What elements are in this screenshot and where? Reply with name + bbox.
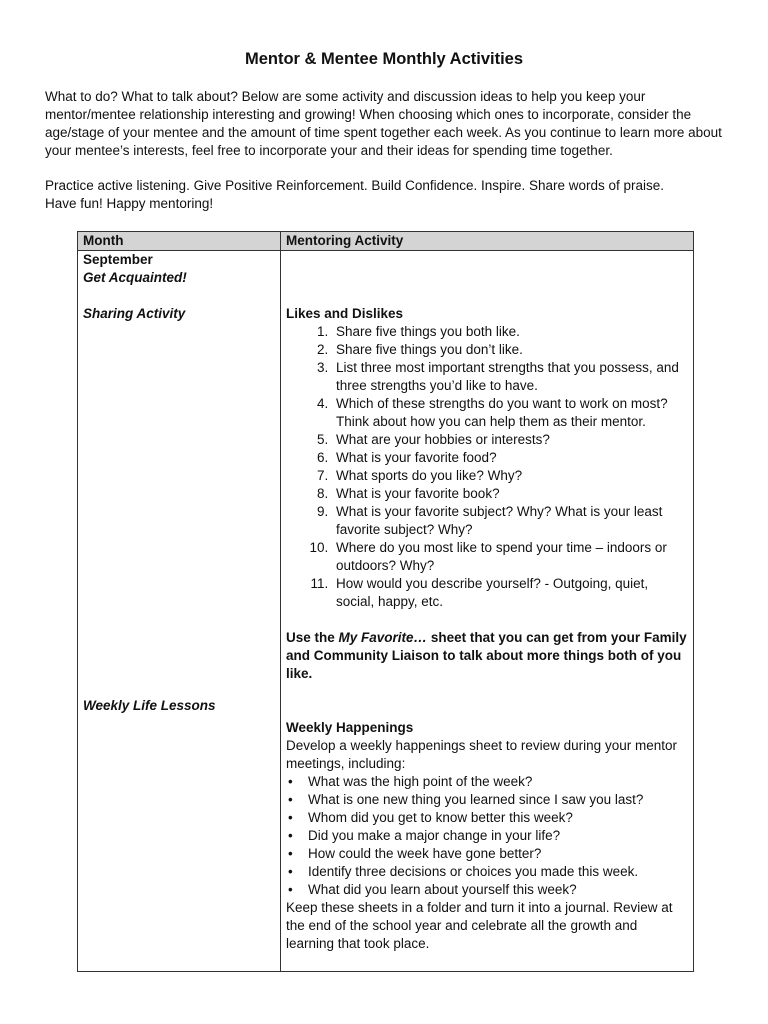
list-item: • What was the high point of the week? (308, 773, 688, 791)
list-item: 2. Share five things you don’t like. (332, 341, 688, 359)
intro-text (45, 88, 735, 213)
sharing-activity-label: Sharing Activity (83, 306, 186, 321)
list-item: • Whom did you get to know better this week? (308, 809, 688, 827)
header-activity: Mentoring Activity (281, 232, 694, 251)
weekly-happenings-intro: Develop a weekly happenings sheet to review during your mentor meetings, including: (286, 738, 677, 771)
header-month: Month (78, 232, 281, 251)
activities-table (77, 231, 694, 972)
page-title: Mentor & Mentee Monthly Activities (244, 50, 524, 68)
my-favorite-note: Use the My Favorite… sheet that you can get from your Family and Community Liaison to talk about more things both of you like. (286, 630, 687, 681)
table-header-row (78, 232, 694, 251)
list-item: 10. Where do you most like to spend your time – indoors or outdoors? Why? (332, 539, 688, 575)
list-item: • Did you make a major change in your life? (308, 827, 688, 845)
likes-list (286, 323, 688, 611)
table-row (78, 251, 694, 972)
intro-paragraph: What to do? What to talk about? Below are some activity and discussion ideas to help you keep your mentor/mentee relationship interesting and growing! When choosing which ones to incorporate, consider the age/stage of your mentee and the amount of time spent together each week. As you continue to learn more about your mentee’s interests, feel free to incorporate your and their ideas for spending time together. (45, 89, 722, 158)
list-item: 3. List three most important strengths that you possess, and three strengths you’d like to have. (332, 359, 688, 395)
list-item: 6. What is your favorite food? (332, 449, 688, 467)
weekly-happenings-closing: Keep these sheets in a folder and turn it into a journal. Review at the end of the school year and celebrate all the growth and learning that took place. (286, 900, 673, 951)
happenings-list (286, 773, 688, 899)
month-name: September (83, 252, 153, 267)
intro-motto: Practice active listening. Give Positive Reinforcement. Build Confidence. Inspire. Share words of praise. (45, 178, 665, 193)
list-item: 11. How would you describe yourself? - Outgoing, quiet, social, happy, etc. (332, 575, 688, 611)
weekly-happenings-heading: Weekly Happenings (286, 720, 414, 735)
list-item: • How could the week have gone better? (308, 845, 688, 863)
month-cell (78, 251, 281, 972)
list-item: • Identify three decisions or choices you made this week. (308, 863, 688, 881)
month-theme: Get Acquainted! (83, 270, 187, 285)
list-item: • What did you learn about yourself this week? (308, 881, 688, 899)
intro-closing: Have fun! Happy mentoring! (45, 196, 214, 211)
list-item: • What is one new thing you learned since I saw you last? (308, 791, 688, 809)
list-item: 1. Share five things you both like. (332, 323, 688, 341)
list-item: 4. Which of these strengths do you want to work on most? Think about how you can help them as their mentor. (332, 395, 688, 431)
list-item: 9. What is your favorite subject? Why? What is your least favorite subject? Why? (332, 503, 688, 539)
list-item: 8. What is your favorite book? (332, 485, 688, 503)
weekly-lessons-label: Weekly Life Lessons (83, 698, 216, 713)
activity-cell (281, 251, 694, 972)
likes-dislikes-heading: Likes and Dislikes (286, 306, 404, 321)
my-favorite-sheet-name: My Favorite… (338, 630, 428, 645)
list-item: 7. What sports do you like? Why? (332, 467, 688, 485)
list-item: 5. What are your hobbies or interests? (332, 431, 688, 449)
